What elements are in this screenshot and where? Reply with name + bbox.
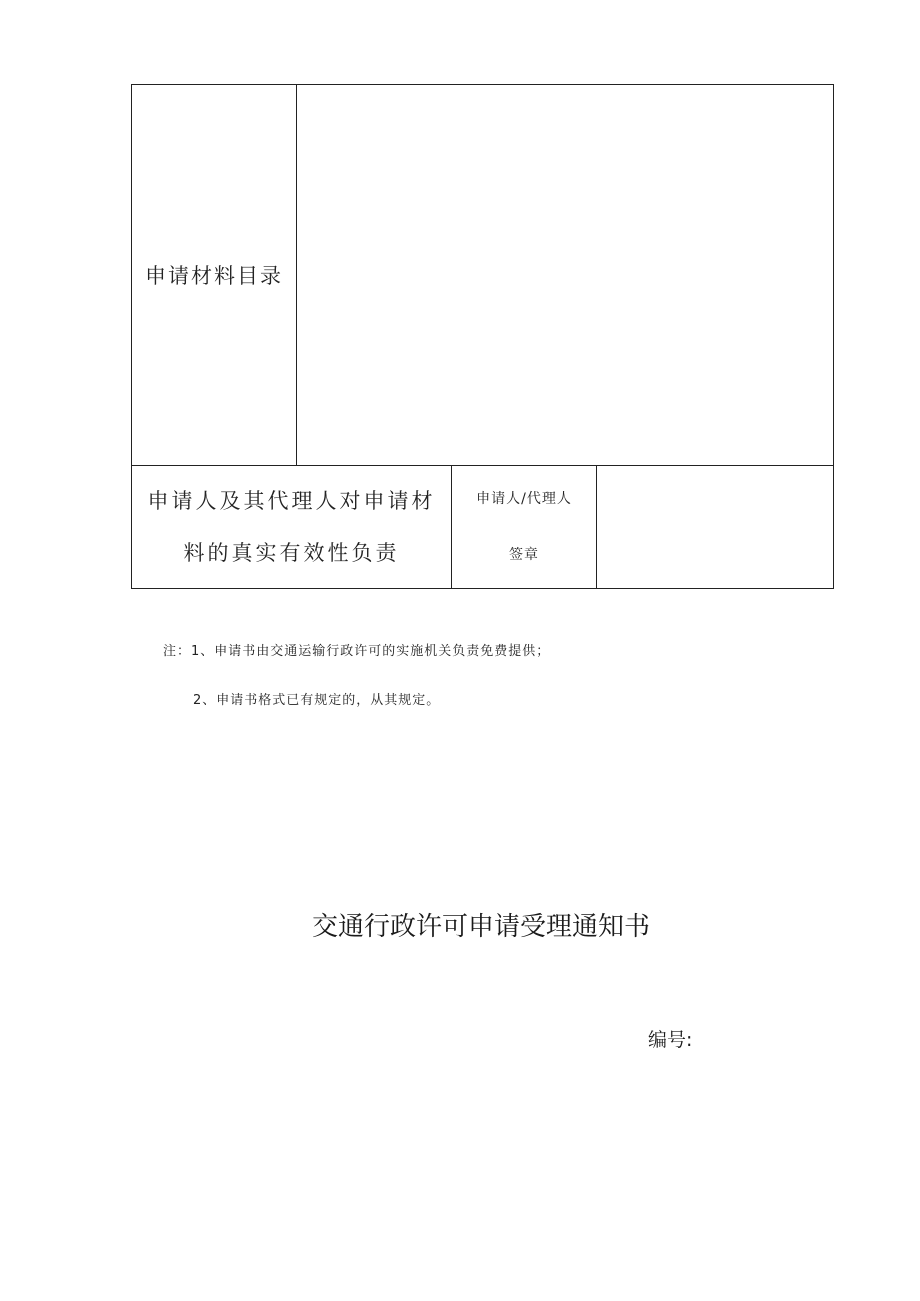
signature-label-line-1: 申请人/代理人 [476, 491, 572, 507]
materials-row [132, 85, 834, 466]
materials-list-field[interactable] [297, 85, 834, 466]
note-line-2: 2、申请书格式已有规定的，从其规定。 [193, 693, 441, 708]
declaration-line-2: 料的真实有效性负责 [183, 541, 400, 565]
application-form-table [131, 84, 834, 589]
signature-label-line-2: 签章 [509, 547, 539, 563]
declaration-text [132, 466, 452, 589]
signature-field[interactable] [597, 466, 834, 589]
materials-label: 申请材料目录 [132, 85, 297, 466]
note-line-1: 注：1、申请书由交通运输行政许可的实施机关负责免费提供； [163, 644, 551, 659]
declaration-line-1: 申请人及其代理人对申请材 [147, 489, 436, 513]
notice-title: 交通行政许可申请受理通知书 [311, 912, 650, 942]
serial-number-label: 编号: [648, 1029, 693, 1051]
declaration-row [132, 466, 834, 589]
signature-label [452, 466, 597, 589]
